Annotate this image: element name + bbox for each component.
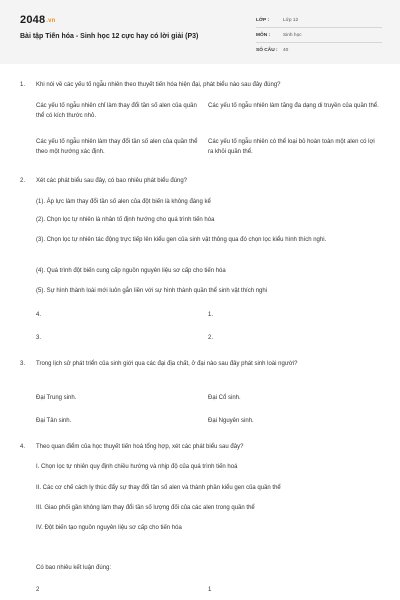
site-logo[interactable] [20, 14, 56, 26]
question-number: 1. [20, 82, 26, 88]
meta-label: MÔN : [256, 32, 271, 38]
answer-option-d[interactable]: Đại Nguyên sinh. [208, 418, 254, 424]
answer-option-a[interactable]: 4. [36, 312, 42, 318]
answer-option-a[interactable]: 2 [36, 587, 40, 593]
statement: II. Các cơ chế cách ly thúc đẩy sự thay đổi tần số alen và thành phần kiểu gen của quần thể [36, 485, 281, 491]
question-text: Xét các phát biểu sau đây, có bao nhiêu phát biểu đúng? [36, 178, 188, 184]
answer-option-c[interactable]: Các yếu tố ngẫu nhiên làm thay đổi tần số alen của quần thể theo một hướng xác định. [36, 139, 198, 155]
statement: I. Chọn lọc tự nhiên quy định chiều hướng và nhịp độ của quá trình tiến hoá [36, 464, 238, 470]
meta-value: 40 [283, 48, 289, 53]
answer-option-c[interactable]: Đại Tân sinh. [36, 418, 72, 424]
question-1 [20, 80, 380, 90]
statement: (1). Áp lực làm thay đổi tần số alen của đột biến là không đáng kể [36, 199, 211, 205]
question-3 [20, 359, 380, 369]
meta-value: Lớp 12 [283, 17, 299, 23]
meta-row-subject [256, 28, 382, 43]
logo-suffix: .vn [46, 18, 56, 24]
question-text: Trong lịch sử phát triển của sinh giới qua các đại địa chất, ở đại nào sau đây phát sinh loài người? [36, 361, 298, 367]
meta-row-class [256, 13, 382, 28]
answer-option-a[interactable]: Đại Trung sinh. [36, 395, 77, 401]
answer-option-a[interactable]: Các yếu tố ngẫu nhiên chỉ làm thay đổi tần số alen của quần thể có kích thước nhỏ. [36, 103, 197, 119]
answer-option-b[interactable]: 1 [208, 587, 212, 593]
question-number: 2. [20, 178, 26, 184]
meta-label: SỐ CÂU : [256, 48, 278, 53]
question-text: Theo quan điểm của học thuyết tiến hoá tổng hợp, xét các phát biểu sau đây? [36, 444, 244, 450]
statement: III. Giao phối gần không làm thay đổi tần số lượng đối của các alen trong quần thể [36, 505, 255, 511]
statement: IV. Đột biến tạo nguồn nguyên liệu sơ cấp cho tiến hóa [36, 525, 182, 531]
answer-option-d[interactable]: 2. [208, 335, 214, 341]
question-number: 4. [20, 444, 26, 450]
statement: (5). Sự hình thành loài mới luôn gắn liền với sự hình thành quần thể sinh vật thích nghi [36, 288, 268, 294]
statement: (2). Chọn lọc tự nhiên là nhân tố định hướng cho quá trình tiến hóa [36, 217, 215, 223]
page-header [0, 0, 400, 64]
page-title: Bài tập Tiến hóa - Sinh học 12 cực hay có lời giải (P3) [20, 33, 199, 40]
question-number: 3. [20, 361, 26, 367]
meta-value: Sinh học [283, 32, 302, 38]
logo-text: 2048 [20, 14, 46, 26]
answer-option-b[interactable]: 1. [208, 312, 214, 318]
conclusion-prompt: Có bao nhiêu kết luận đúng: [36, 565, 112, 571]
meta-row-count [256, 43, 382, 58]
question-4 [20, 442, 380, 452]
statement: (3). Chọn lọc tự nhiên tác động trực tiếp lên kiểu gen của sinh vật thông qua đó chọn lọc kiểu hình thích nghi. [36, 237, 327, 243]
meta-info [256, 13, 382, 58]
question-2 [20, 176, 380, 186]
answer-option-b[interactable]: Đại Cổ sinh. [208, 395, 241, 401]
answer-option-b[interactable]: Các yếu tố ngẫu nhiên làm tăng đa dạng di truyền của quần thể. [208, 103, 379, 109]
question-text: Khi nói về các yếu tố ngẫu nhiên theo thuyết tiến hóa hiện đại, phát biểu nào sau đây đúng? [36, 82, 281, 88]
meta-label: LỚP : [256, 17, 270, 23]
answer-option-d[interactable]: Các yếu tố ngẫu nhiên có thể loại bỏ hoàn toàn một alen có lợi ra khỏi quần thể. [208, 139, 375, 155]
statement: (4). Quá trình đột biến cung cấp nguồn nguyên liệu sơ cấp cho tiến hóa [36, 268, 226, 274]
answer-option-c[interactable]: 3. [36, 335, 42, 341]
